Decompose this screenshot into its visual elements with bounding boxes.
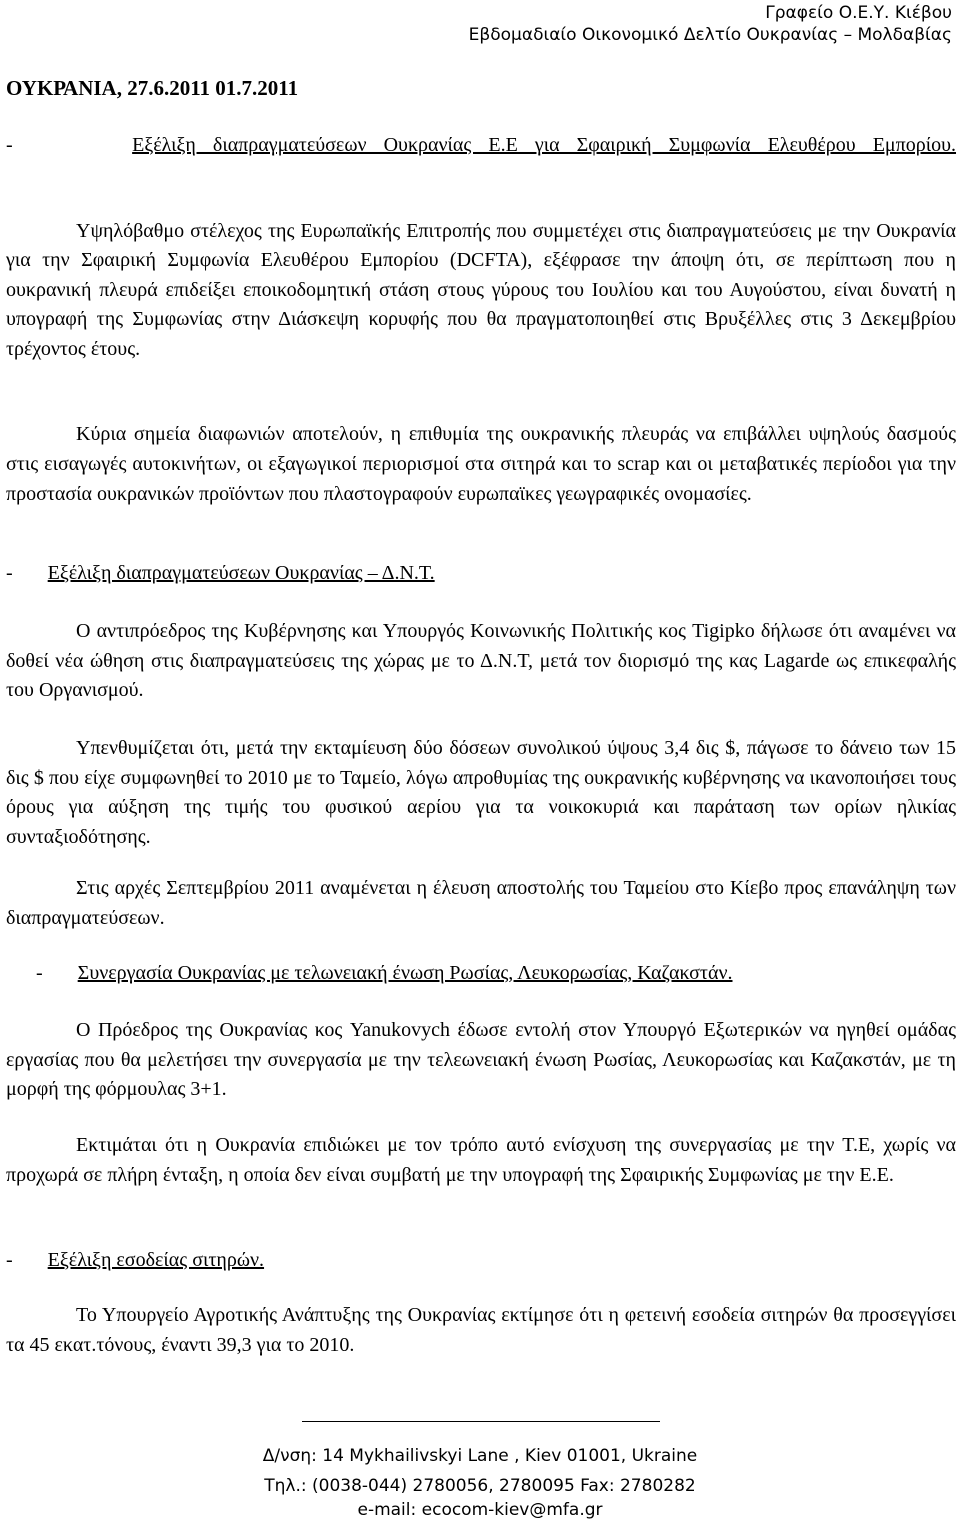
section-2-dash: - <box>6 562 13 584</box>
footer-divider <box>302 1421 660 1422</box>
footer-address: Δ/νση: 14 Mykhailivskyi Lane , Kiev 01001, Ukraine <box>262 1446 698 1466</box>
footer-phone: Τηλ.: (0038-044) 2780056, 2780095 Fax: 2780282 <box>264 1476 696 1496</box>
section-3-paragraph-2: Εκτιμάται ότι η Ουκρανία επιδιώκει με τον τρόπο αυτό ενίσχυση της συνεργασίας με την Τ.Ε, χωρίς να προχωρά σε πλήρη ένταξη, η οποία δεν είναι συμβατή με την υπογραφή της Σφαιρικής Συμφωνίας με την Ε.Ε. <box>6 1134 956 1186</box>
header-bulletin: Εβδομαδιαίο Οικονομικό Δελτίο Ουκρανίας – Μολδαβίας <box>468 25 952 45</box>
section-4-paragraph-1: Το Υπουργείο Αγροτικής Ανάπτυξης της Ουκρανίας εκτίμησε ότι η φετεινή εσοδεία σιτηρών θα προσεγγίσει τα 45 εκατ.τόνους, έναντι 39,3 για το 2010. <box>6 1304 956 1356</box>
section-3-dash: - <box>36 962 43 984</box>
section-3-paragraph-1: Ο Πρόεδρος της Ουκρανίας κος Yanukovych έδωσε εντολή στον Υπουργό Εξωτερικών να ηγηθεί ομάδας εργασίας που θα μελετήσει την συνεργασία με την τελεωνειακή ένωση Ρωσίας, Λευκορωσίας και Καζακστάν, με τη μορφή της φόρμουλας 3+1. <box>6 1019 956 1100</box>
section-2-paragraph-1: Ο αντιπρόεδρος της Κυβέρνησης και Υπουργός Κοινωνικής Πολιτικής κος Tigipko δήλωσε ότι αναμένει να δοθεί νέα ώθηση στις διαπραγματεύσεις της χώρας με το Δ.Ν.Τ, μετά τον διορισμό της κας Lagarde ως επικεφαλής του Οργανισμού. <box>6 620 956 701</box>
document-title: ΟΥΚΡΑΝΙΑ, 27.6.2011 01.7.2011 <box>6 76 299 100</box>
section-1-dash: - <box>6 134 13 156</box>
section-2-heading <box>6 559 956 588</box>
section-4-dash: - <box>6 1249 13 1271</box>
section-2-paragraph-2: Υπενθυμίζεται ότι, μετά την εκταμίευση δύο δόσεων συνολικού ύψους 3,4 δις $, πάγωσε το δάνειο των 15 δις $ που είχε συμφωνηθεί το 2010 με το Ταμείο, λόγω απροθυμίας της ουκρανικής κυβέρνησης να ικανοποιήσει τους όρους για αύξηση της τιμής του φυσικού αερίου για τα νοικοκυριά και παράταση των ορίων ηλικίας συνταξιοδότησης. <box>6 737 956 848</box>
section-4-title: Εξέλιξη εσοδείας σιτηρών. <box>47 1249 265 1271</box>
section-1-title: Εξέλιξη διαπραγματεύσεων Ουκρανίας Ε.Ε για Σφαιρική Συμφωνία Ελευθέρου Εμπορίου. <box>132 134 957 156</box>
section-4-heading <box>6 1246 956 1275</box>
header-office: Γραφείο Ο.Ε.Υ. Κιέβου <box>765 3 952 23</box>
section-2-paragraph-3: Στις αρχές Σεπτεμβρίου 2011 αναμένεται η έλευση αποστολής του Ταμείου στο Κίεβο προς επανάληψη των διαπραγματεύσεων. <box>6 877 956 929</box>
section-3-title: Συνεργασία Ουκρανίας με τελωνειακή ένωση Ρωσίας, Λευκορωσίας, Καζακστάν. <box>77 962 733 984</box>
section-1-paragraph-2: Κύρια σημεία διαφωνιών αποτελούν, η επιθυμία της ουκρανικής πλευράς να επιβάλλει υψηλούς δασμούς στις εισαγωγές αυτοκινήτων, οι εξαγωγικοί περιορισμοί στα σιτηρά και το scrap και οι μεταβατικές περίοδοι για την προστασία ουκρανικών προϊόντων που πλαστογραφούν ευρωπαϊκες γεωγραφικές ονομασίες. <box>6 423 956 505</box>
section-3-heading <box>6 959 956 988</box>
section-1-paragraph-1: Υψηλόβαθμο στέλεχος της Ευρωπαϊκής Επιτροπής που συμμετέχει στις διαπραγματεύσεις με την Ουκρανία για την Σφαιρική Συμφωνία Ελευθέρου Εμπορίου (DCFTA), εξέφρασε την άποψη ότι, σε περίπτωση που η ουκρανική πλευρά επιδείξει εποικοδομητική στάση στους γύρους του Ιουλίου και του Αυγούστου, είναι δυνατή η υπογραφή της Συμφωνίας στην Διάσκεψη κορυφής που θα πραγματοποιηθεί στις Βρυξέλλες στις 3 Δεκεμβρίου τρέχοντος έτους. <box>6 220 956 360</box>
section-2-title: Εξέλιξη διαπραγματεύσεων Ουκρανίας – Δ.Ν.Τ. <box>47 562 435 584</box>
section-1-heading <box>6 130 956 160</box>
footer-email[interactable]: e-mail: ecocom-kiev@mfa.gr <box>357 1500 603 1520</box>
